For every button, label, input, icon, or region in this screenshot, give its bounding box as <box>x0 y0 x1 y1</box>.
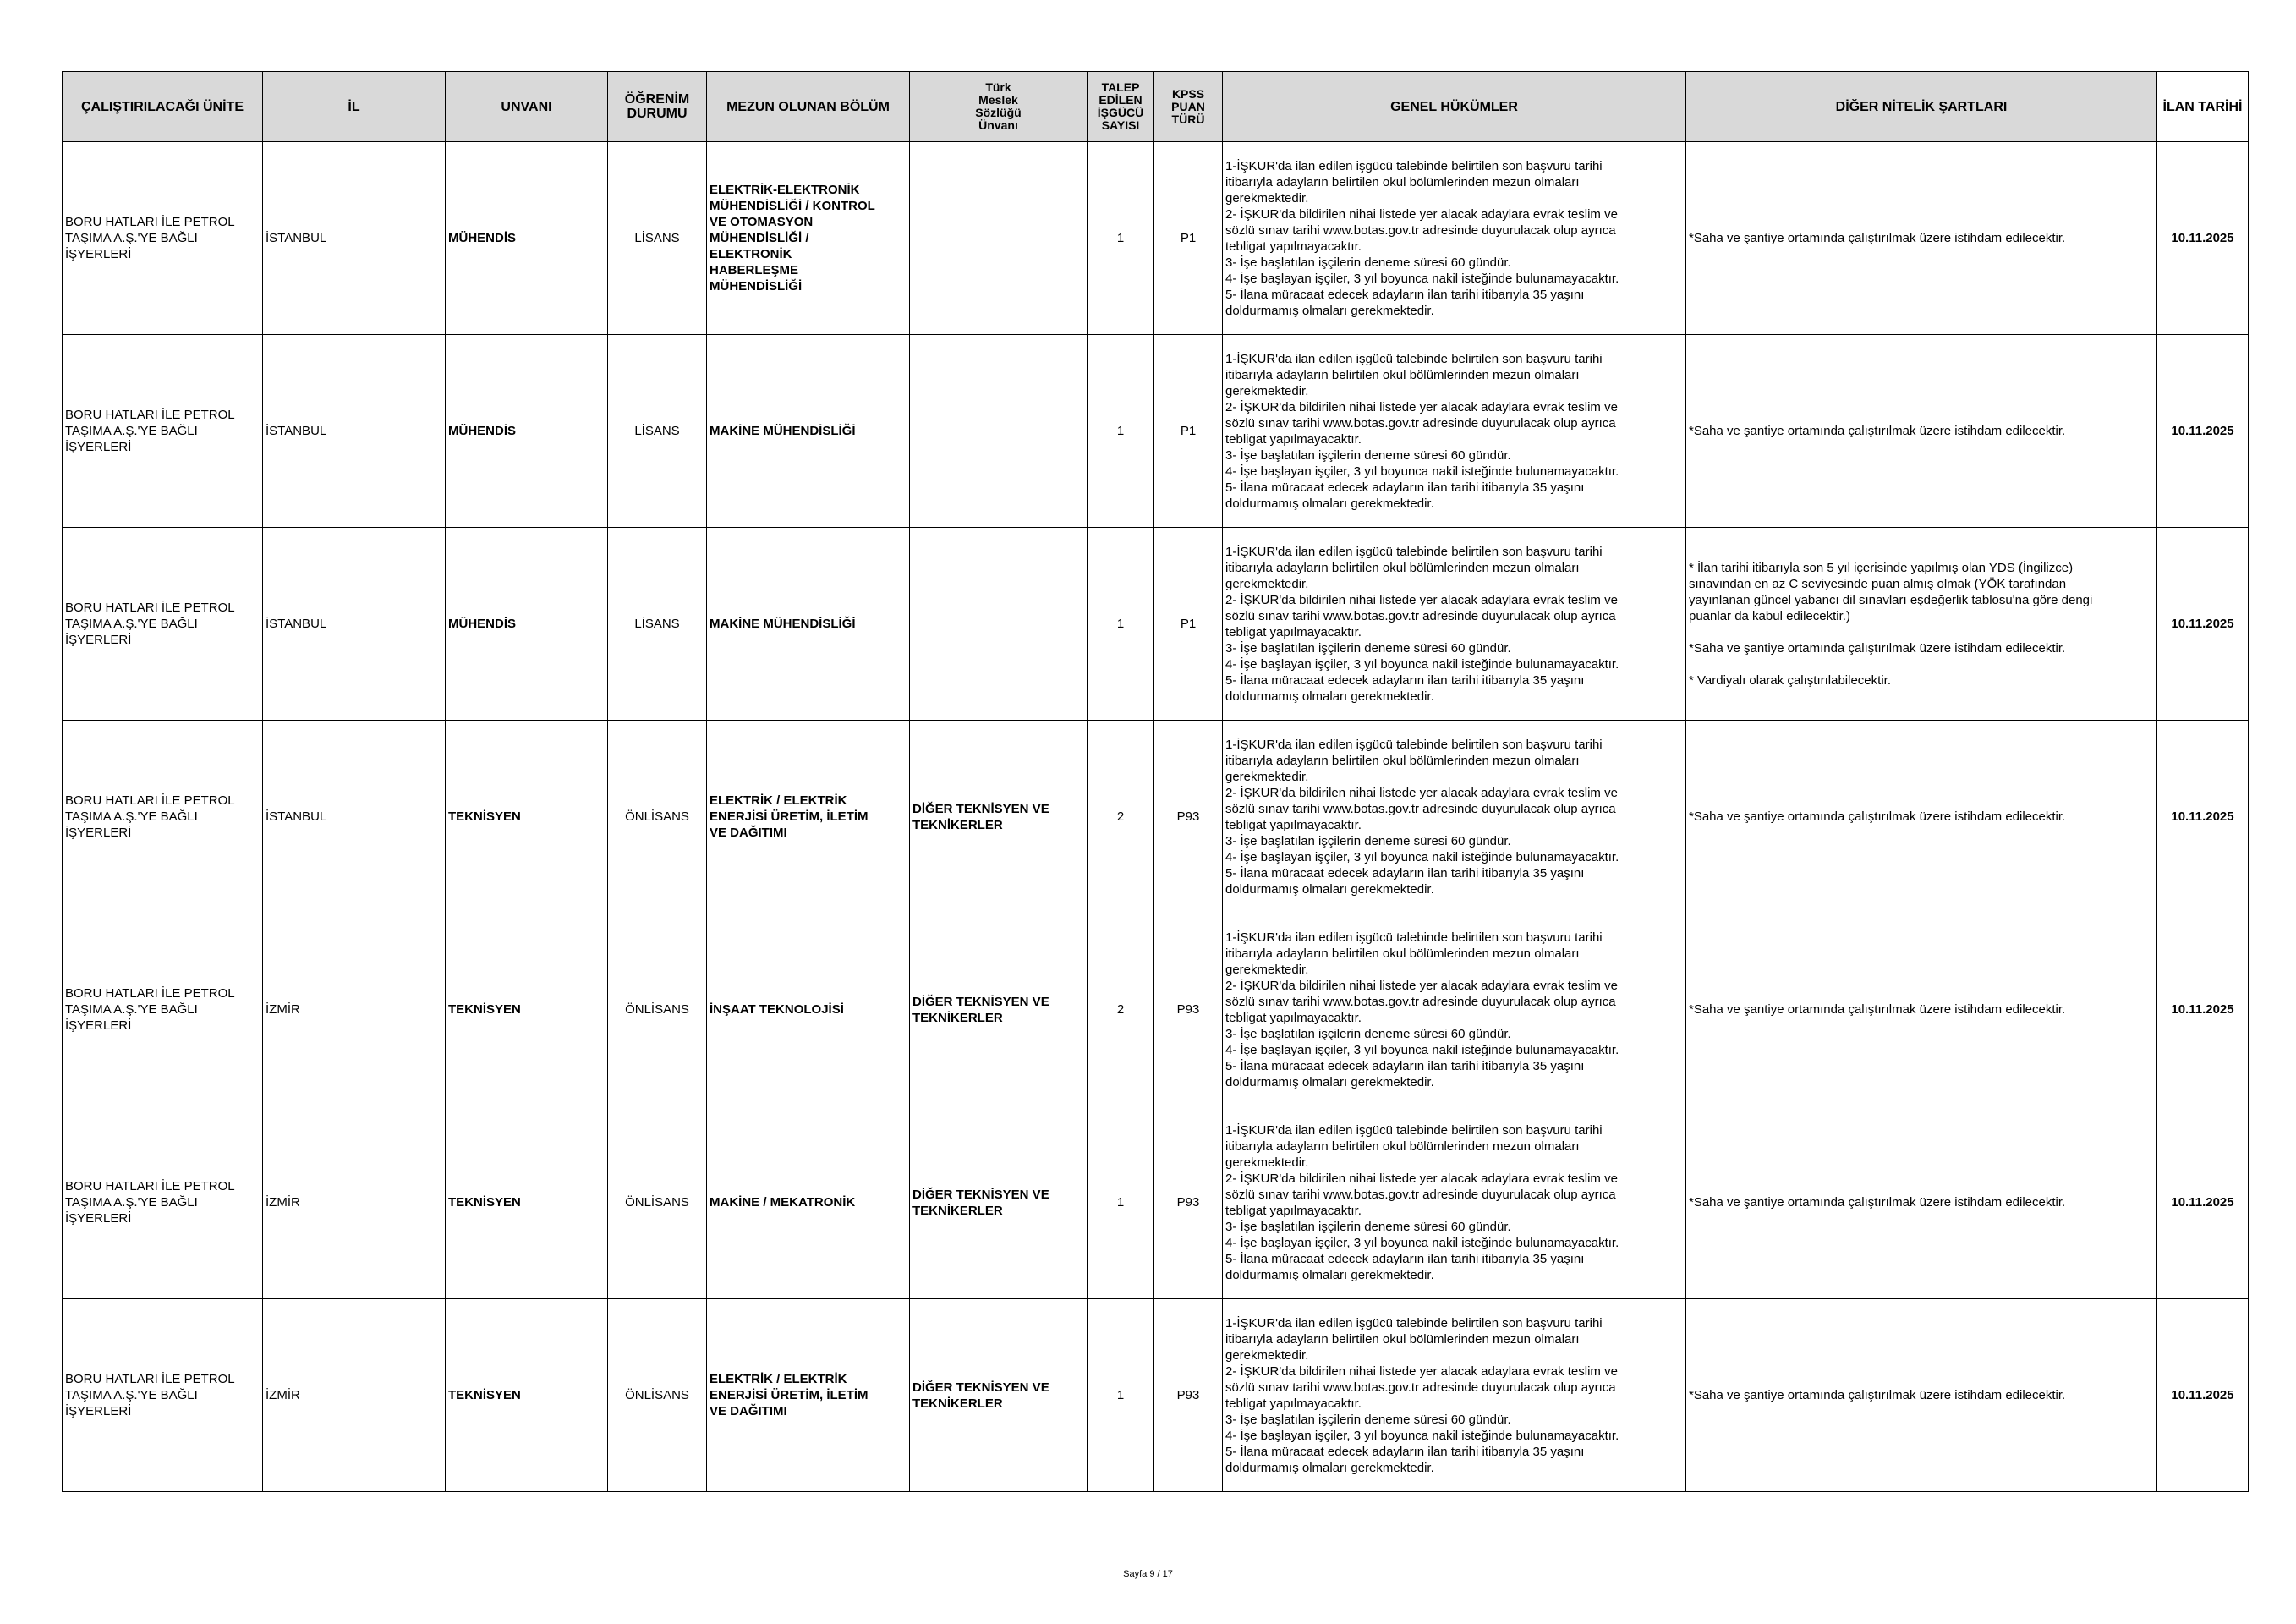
table-row <box>63 528 2249 721</box>
ogrenim-cell: LİSANS <box>608 528 707 721</box>
unite-line: İŞYERLERİ <box>65 1211 132 1226</box>
il-cell: İSTANBUL <box>263 528 446 721</box>
meslek-cell <box>910 721 1088 914</box>
table-header <box>63 72 2249 142</box>
genel-hukum-line: 3- İşe başlatılan işçilerin deneme süresi 60 gündür. <box>1225 640 1511 656</box>
genel-hukum-line: 5- İlana müracaat edecek adayların ilan tarihi itibarıyla 35 yaşını <box>1225 1251 1585 1266</box>
isgucu-sayisi-cell: 1 <box>1088 1299 1154 1492</box>
genel-hukumler-cell <box>1223 335 1686 528</box>
ilan-tarihi-cell: 10.11.2025 <box>2157 1106 2249 1299</box>
table-body <box>63 142 2249 1492</box>
genel-hukum-line: 1-İŞKUR'da ilan edilen işgücü talebinde belirtilen son başvuru tarihi <box>1225 351 1603 366</box>
header-meslek-line: Meslek <box>978 93 1018 107</box>
spacer <box>1689 624 2154 640</box>
ogrenim-cell: ÖNLİSANS <box>608 1106 707 1299</box>
genel-hukum-line: 2- İŞKUR'da bildirilen nihai listede yer alacak adaylara evrak teslim ve <box>1225 592 1618 607</box>
unite-line: İŞYERLERİ <box>65 1018 132 1033</box>
header-ogrenim-line: DURUMU <box>627 107 688 121</box>
header-tarih: İLAN TARİHİ <box>2157 72 2249 142</box>
kpss-puan-cell: P1 <box>1154 528 1223 721</box>
header-kpss-line: KPSS <box>1171 86 1205 101</box>
genel-hukum-line: gerekmektedir. <box>1225 962 1309 977</box>
unite-line: İŞYERLERİ <box>65 633 132 647</box>
bolum-line: MAKİNE / MEKATRONİK <box>710 1195 856 1210</box>
ogrenim-cell: ÖNLİSANS <box>608 721 707 914</box>
genel-hukum-line: tebligat yapılmayacaktır. <box>1225 431 1362 447</box>
diger-sart-line: puanlar da kabul edilecektir.) <box>1689 608 1850 623</box>
genel-hukumler-cell <box>1223 142 1686 335</box>
bolum-cell <box>707 1106 910 1299</box>
meslek-cell <box>910 335 1088 528</box>
isgucu-sayisi-cell: 1 <box>1088 335 1154 528</box>
genel-hukum-line: 3- İşe başlatılan işçilerin deneme süresi 60 gündür. <box>1225 447 1511 463</box>
header-diger: DİĞER NİTELİK ŞARTLARI <box>1686 72 2157 142</box>
genel-hukum-line: gerekmektedir. <box>1225 1155 1309 1170</box>
meslek-cell <box>910 142 1088 335</box>
genel-hukum-line: 5- İlana müracaat edecek adayların ilan tarihi itibarıyla 35 yaşını <box>1225 480 1585 495</box>
genel-hukum-line: 3- İşe başlatılan işçilerin deneme süresi 60 gündür. <box>1225 1412 1511 1427</box>
ogrenim-cell: LİSANS <box>608 335 707 528</box>
il-cell: İSTANBUL <box>263 721 446 914</box>
genel-hukum-line: 5- İlana müracaat edecek adayların ilan tarihi itibarıyla 35 yaşını <box>1225 672 1585 688</box>
bolum-line: MÜHENDİSLİĞİ <box>710 279 803 294</box>
genel-hukum-line: 3- İşe başlatılan işçilerin deneme süresi 60 gündür. <box>1225 255 1511 270</box>
unite-line: TAŞIMA A.Ş.'YE BAĞLI <box>65 1388 198 1402</box>
unite-line: TAŞIMA A.Ş.'YE BAĞLI <box>65 809 198 824</box>
diger-sartlar-cell <box>1686 914 2157 1106</box>
header-kpss-line: TÜRÜ <box>1171 112 1205 126</box>
unvan-cell: TEKNİSYEN <box>446 721 608 914</box>
diger-sart-line: *Saha ve şantiye ortamında çalıştırılmak üzere istihdam edilecektir. <box>1689 1388 2066 1402</box>
isgucu-sayisi-cell: 1 <box>1088 1106 1154 1299</box>
unvan-cell: TEKNİSYEN <box>446 1299 608 1492</box>
header-bolum: MEZUN OLUNAN BÖLÜM <box>707 72 910 142</box>
genel-hukum-line: doldurmamış olmaları gerekmektedir. <box>1225 1460 1434 1475</box>
bolum-line: VE DAĞITIMI <box>710 1404 787 1418</box>
il-cell: İSTANBUL <box>263 335 446 528</box>
genel-hukum-line: sözlü sınav tarihi www.botas.gov.tr adresinde duyurulacak olup ayrıca <box>1225 608 1616 623</box>
header-kpss-line: PUAN <box>1171 99 1205 113</box>
genel-hukum-line: itibarıyla adayların belirtilen okul bölümlerinden mezun olmaları <box>1225 367 1580 382</box>
table-row <box>63 914 2249 1106</box>
genel-hukum-line: 5- İlana müracaat edecek adayların ilan tarihi itibarıyla 35 yaşını <box>1225 1444 1585 1459</box>
unvan-cell: TEKNİSYEN <box>446 1106 608 1299</box>
header-unite: ÇALIŞTIRILACAĞI ÜNİTE <box>63 72 263 142</box>
genel-hukum-line: 4- İşe başlayan işçiler, 3 yıl boyunca nakil isteğinde bulunamayacaktır. <box>1225 1428 1619 1443</box>
diger-sartlar-cell <box>1686 1299 2157 1492</box>
genel-hukum-line: doldurmamış olmaları gerekmektedir. <box>1225 1074 1434 1089</box>
bolum-cell <box>707 721 910 914</box>
unite-line: TAŞIMA A.Ş.'YE BAĞLI <box>65 1002 198 1017</box>
diger-sartlar-cell <box>1686 528 2157 721</box>
unite-line: BORU HATLARI İLE PETROL <box>65 1372 235 1386</box>
diger-sart-line: * İlan tarihi itibarıyla son 5 yıl içerisinde yapılmış olan YDS (İngilizce) <box>1689 560 2074 575</box>
unvan-cell: MÜHENDİS <box>446 335 608 528</box>
bolum-cell <box>707 142 910 335</box>
bolum-line: ELEKTRİK-ELEKTRONİK <box>710 183 860 197</box>
unite-line: İŞYERLERİ <box>65 440 132 454</box>
page-number: Sayfa 9 / 17 <box>1123 1569 1173 1579</box>
genel-hukum-line: tebligat yapılmayacaktır. <box>1225 1010 1362 1025</box>
diger-sart-line: *Saha ve şantiye ortamında çalıştırılmak üzere istihdam edilecektir. <box>1689 1002 2066 1017</box>
ogrenim-cell: ÖNLİSANS <box>608 1299 707 1492</box>
genel-hukum-line: itibarıyla adayların belirtilen okul bölümlerinden mezun olmaları <box>1225 946 1580 961</box>
ilan-tarihi-cell: 10.11.2025 <box>2157 721 2249 914</box>
genel-hukum-line: doldurmamış olmaları gerekmektedir. <box>1225 496 1434 511</box>
diger-sart-line: sınavından en az C seviyesinde puan almış olmak (YÖK tarafından <box>1689 576 2067 591</box>
genel-hukum-line: 3- İşe başlatılan işçilerin deneme süresi 60 gündür. <box>1225 833 1511 848</box>
genel-hukum-line: itibarıyla adayların belirtilen okul bölümlerinden mezun olmaları <box>1225 1331 1580 1347</box>
table-row <box>63 721 2249 914</box>
genel-hukum-line: 2- İŞKUR'da bildirilen nihai listede yer alacak adaylara evrak teslim ve <box>1225 978 1618 993</box>
genel-hukum-line: sözlü sınav tarihi www.botas.gov.tr adresinde duyurulacak olup ayrıca <box>1225 801 1616 816</box>
meslek-line: DİĞER TEKNİSYEN VE <box>912 801 1049 816</box>
job-listing-table <box>62 71 2249 1492</box>
unite-line: TAŞIMA A.Ş.'YE BAĞLI <box>65 1195 198 1210</box>
diger-sart-line: * Vardiyalı olarak çalıştırılabilecektir. <box>1689 672 1891 688</box>
genel-hukum-line: 4- İşe başlayan işçiler, 3 yıl boyunca nakil isteğinde bulunamayacaktır. <box>1225 271 1619 286</box>
unite-line: BORU HATLARI İLE PETROL <box>65 215 235 229</box>
table-row <box>63 1106 2249 1299</box>
bolum-cell <box>707 335 910 528</box>
genel-hukum-line: 4- İşe başlayan işçiler, 3 yıl boyunca nakil isteğinde bulunamayacaktır. <box>1225 464 1619 479</box>
bolum-line: ELEKTRİK / ELEKTRİK <box>710 793 847 808</box>
genel-hukum-line: doldurmamış olmaları gerekmektedir. <box>1225 689 1434 704</box>
genel-hukum-line: 1-İŞKUR'da ilan edilen işgücü talebinde belirtilen son başvuru tarihi <box>1225 1122 1603 1138</box>
bolum-cell <box>707 528 910 721</box>
diger-sart-line: yayınlanan güncel yabancı dil sınavları eşdeğerlik tablosu'na göre dengi <box>1689 592 2093 607</box>
genel-hukum-line: 4- İşe başlayan işçiler, 3 yıl boyunca nakil isteğinde bulunamayacaktır. <box>1225 849 1619 864</box>
genel-hukum-line: 2- İŞKUR'da bildirilen nihai listede yer alacak adaylara evrak teslim ve <box>1225 1363 1618 1379</box>
ilan-tarihi-cell: 10.11.2025 <box>2157 335 2249 528</box>
header-ogrenim-line: ÖĞRENİM <box>624 92 690 107</box>
unite-line: BORU HATLARI İLE PETROL <box>65 793 235 808</box>
genel-hukum-line: 2- İŞKUR'da bildirilen nihai listede yer alacak adaylara evrak teslim ve <box>1225 785 1618 800</box>
unite-cell <box>63 335 263 528</box>
meslek-line: DİĞER TEKNİSYEN VE <box>912 994 1049 1009</box>
genel-hukum-line: doldurmamış olmaları gerekmektedir. <box>1225 1267 1434 1282</box>
header-row <box>63 72 2249 142</box>
genel-hukum-line: gerekmektedir. <box>1225 383 1309 398</box>
genel-hukum-line: itibarıyla adayların belirtilen okul bölümlerinden mezun olmaları <box>1225 174 1580 189</box>
header-talep-line: TALEP <box>1101 80 1140 94</box>
meslek-cell <box>910 1299 1088 1492</box>
unite-cell <box>63 721 263 914</box>
genel-hukum-line: doldurmamış olmaları gerekmektedir. <box>1225 881 1434 897</box>
unite-line: TAŞIMA A.Ş.'YE BAĞLI <box>65 231 198 245</box>
genel-hukum-line: sözlü sınav tarihi www.botas.gov.tr adresinde duyurulacak olup ayrıca <box>1225 1187 1616 1202</box>
meslek-line: TEKNİKERLER <box>912 1203 1003 1218</box>
diger-sart-line: *Saha ve şantiye ortamında çalıştırılmak üzere istihdam edilecektir. <box>1689 1195 2066 1210</box>
genel-hukum-line: gerekmektedir. <box>1225 576 1309 591</box>
genel-hukum-line: tebligat yapılmayacaktır. <box>1225 1396 1362 1411</box>
genel-hukumler-cell <box>1223 528 1686 721</box>
genel-hukum-line: sözlü sınav tarihi www.botas.gov.tr adresinde duyurulacak olup ayrıca <box>1225 415 1616 431</box>
unite-line: BORU HATLARI İLE PETROL <box>65 408 235 422</box>
meslek-cell <box>910 528 1088 721</box>
header-meslek <box>910 72 1088 142</box>
genel-hukumler-cell <box>1223 1299 1686 1492</box>
isgucu-sayisi-cell: 2 <box>1088 721 1154 914</box>
unite-line: TAŞIMA A.Ş.'YE BAĞLI <box>65 617 198 631</box>
genel-hukum-line: 2- İŞKUR'da bildirilen nihai listede yer alacak adaylara evrak teslim ve <box>1225 399 1618 414</box>
genel-hukum-line: doldurmamış olmaları gerekmektedir. <box>1225 303 1434 318</box>
unite-line: TAŞIMA A.Ş.'YE BAĞLI <box>65 424 198 438</box>
il-cell: İZMİR <box>263 1299 446 1492</box>
genel-hukum-line: gerekmektedir. <box>1225 1347 1309 1363</box>
isgucu-sayisi-cell: 1 <box>1088 528 1154 721</box>
diger-sartlar-cell <box>1686 142 2157 335</box>
kpss-puan-cell: P93 <box>1154 914 1223 1106</box>
bolum-line: ENERJİSİ ÜRETİM, İLETİM <box>710 1388 869 1402</box>
genel-hukumler-cell <box>1223 1106 1686 1299</box>
kpss-puan-cell: P93 <box>1154 721 1223 914</box>
genel-hukum-line: tebligat yapılmayacaktır. <box>1225 624 1362 639</box>
genel-hukum-line: 2- İŞKUR'da bildirilen nihai listede yer alacak adaylara evrak teslim ve <box>1225 1171 1618 1186</box>
ilan-tarihi-cell: 10.11.2025 <box>2157 1299 2249 1492</box>
bolum-line: VE DAĞITIMI <box>710 826 787 840</box>
bolum-line: ELEKTRİK / ELEKTRİK <box>710 1372 847 1386</box>
genel-hukum-line: 3- İşe başlatılan işçilerin deneme süresi 60 gündür. <box>1225 1026 1511 1041</box>
unvan-cell: TEKNİSYEN <box>446 914 608 1106</box>
header-ogrenim <box>608 72 707 142</box>
il-cell: İSTANBUL <box>263 142 446 335</box>
meslek-line: DİĞER TEKNİSYEN VE <box>912 1187 1049 1202</box>
diger-sartlar-cell <box>1686 1106 2157 1299</box>
bolum-line: MAKİNE MÜHENDİSLİĞİ <box>710 424 856 438</box>
meslek-line: DİĞER TEKNİSYEN VE <box>912 1380 1049 1395</box>
genel-hukum-line: 2- İŞKUR'da bildirilen nihai listede yer alacak adaylara evrak teslim ve <box>1225 206 1618 222</box>
header-meslek-line: Ünvanı <box>978 118 1018 132</box>
genel-hukumler-cell <box>1223 721 1686 914</box>
unite-line: İŞYERLERİ <box>65 247 132 261</box>
spacer <box>1689 656 2154 672</box>
genel-hukum-line: 5- İlana müracaat edecek adayların ilan tarihi itibarıyla 35 yaşını <box>1225 865 1585 881</box>
genel-hukumler-cell <box>1223 914 1686 1106</box>
kpss-puan-cell: P93 <box>1154 1299 1223 1492</box>
bolum-line: MÜHENDİSLİĞİ / KONTROL <box>710 199 875 213</box>
unite-cell <box>63 1106 263 1299</box>
diger-sart-line: *Saha ve şantiye ortamında çalıştırılmak üzere istihdam edilecektir. <box>1689 640 2066 656</box>
isgucu-sayisi-cell: 2 <box>1088 914 1154 1106</box>
genel-hukum-line: gerekmektedir. <box>1225 769 1309 784</box>
diger-sartlar-cell <box>1686 335 2157 528</box>
bolum-cell <box>707 914 910 1106</box>
diger-sart-line: *Saha ve şantiye ortamında çalıştırılmak üzere istihdam edilecektir. <box>1689 231 2066 245</box>
unite-cell <box>63 142 263 335</box>
header-talep-line: İŞGÜCÜ <box>1097 106 1144 119</box>
meslek-cell <box>910 1106 1088 1299</box>
table-row <box>63 142 2249 335</box>
genel-hukum-line: sözlü sınav tarihi www.botas.gov.tr adresinde duyurulacak olup ayrıca <box>1225 1380 1616 1395</box>
genel-hukum-line: 1-İŞKUR'da ilan edilen işgücü talebinde belirtilen son başvuru tarihi <box>1225 158 1603 173</box>
genel-hukum-line: 1-İŞKUR'da ilan edilen işgücü talebinde belirtilen son başvuru tarihi <box>1225 544 1603 559</box>
il-cell: İZMİR <box>263 1106 446 1299</box>
kpss-puan-cell: P93 <box>1154 1106 1223 1299</box>
bolum-line: İNŞAAT TEKNOLOJİSİ <box>710 1002 844 1017</box>
header-talep-line: EDİLEN <box>1099 93 1143 107</box>
unite-line: BORU HATLARI İLE PETROL <box>65 601 235 615</box>
genel-hukum-line: itibarıyla adayların belirtilen okul bölümlerinden mezun olmaları <box>1225 1138 1580 1154</box>
il-cell: İZMİR <box>263 914 446 1106</box>
header-genel: GENEL HÜKÜMLER <box>1223 72 1686 142</box>
header-unvani: UNVANI <box>446 72 608 142</box>
kpss-puan-cell: P1 <box>1154 335 1223 528</box>
meslek-cell <box>910 914 1088 1106</box>
unite-cell <box>63 528 263 721</box>
bolum-line: MÜHENDİSLİĞİ / <box>710 231 809 245</box>
genel-hukum-line: 3- İşe başlatılan işçilerin deneme süresi 60 gündür. <box>1225 1219 1511 1234</box>
header-talep <box>1088 72 1154 142</box>
header-meslek-line: Sözlüğü <box>975 106 1022 119</box>
table-row <box>63 1299 2249 1492</box>
unite-cell <box>63 914 263 1106</box>
unvan-cell: MÜHENDİS <box>446 528 608 721</box>
genel-hukum-line: itibarıyla adayların belirtilen okul bölümlerinden mezun olmaları <box>1225 560 1580 575</box>
genel-hukum-line: 5- İlana müracaat edecek adayların ilan tarihi itibarıyla 35 yaşını <box>1225 1058 1585 1073</box>
bolum-line: HABERLEŞME <box>710 263 799 277</box>
unvan-cell: MÜHENDİS <box>446 142 608 335</box>
bolum-line: VE OTOMASYON <box>710 215 814 229</box>
genel-hukum-line: 4- İşe başlayan işçiler, 3 yıl boyunca nakil isteğinde bulunamayacaktır. <box>1225 1235 1619 1250</box>
meslek-line: TEKNİKERLER <box>912 817 1003 832</box>
genel-hukum-line: tebligat yapılmayacaktır. <box>1225 239 1362 254</box>
genel-hukum-line: 5- İlana müracaat edecek adayların ilan tarihi itibarıyla 35 yaşını <box>1225 287 1585 302</box>
genel-hukum-line: sözlü sınav tarihi www.botas.gov.tr adresinde duyurulacak olup ayrıca <box>1225 222 1616 238</box>
diger-sart-line: *Saha ve şantiye ortamında çalıştırılmak üzere istihdam edilecektir. <box>1689 424 2066 438</box>
header-talep-line: SAYISI <box>1101 118 1140 132</box>
genel-hukum-line: gerekmektedir. <box>1225 190 1309 206</box>
bolum-cell <box>707 1299 910 1492</box>
unite-line: İŞYERLERİ <box>65 1404 132 1418</box>
ilan-tarihi-cell: 10.11.2025 <box>2157 528 2249 721</box>
diger-sartlar-cell <box>1686 721 2157 914</box>
unite-line: İŞYERLERİ <box>65 826 132 840</box>
ilan-tarihi-cell: 10.11.2025 <box>2157 914 2249 1106</box>
header-kpss <box>1154 72 1223 142</box>
genel-hukum-line: tebligat yapılmayacaktır. <box>1225 817 1362 832</box>
meslek-line: TEKNİKERLER <box>912 1010 1003 1025</box>
ilan-tarihi-cell: 10.11.2025 <box>2157 142 2249 335</box>
unite-line: BORU HATLARI İLE PETROL <box>65 986 235 1001</box>
isgucu-sayisi-cell: 1 <box>1088 142 1154 335</box>
ogrenim-cell: ÖNLİSANS <box>608 914 707 1106</box>
diger-sart-line: *Saha ve şantiye ortamında çalıştırılmak üzere istihdam edilecektir. <box>1689 809 2066 824</box>
genel-hukum-line: 4- İşe başlayan işçiler, 3 yıl boyunca nakil isteğinde bulunamayacaktır. <box>1225 1042 1619 1057</box>
genel-hukum-line: 1-İŞKUR'da ilan edilen işgücü talebinde belirtilen son başvuru tarihi <box>1225 1315 1603 1330</box>
table-row <box>63 335 2249 528</box>
ogrenim-cell: LİSANS <box>608 142 707 335</box>
genel-hukum-line: itibarıyla adayların belirtilen okul bölümlerinden mezun olmaları <box>1225 753 1580 768</box>
header-il: İL <box>263 72 446 142</box>
unite-line: BORU HATLARI İLE PETROL <box>65 1179 235 1193</box>
genel-hukum-line: sözlü sınav tarihi www.botas.gov.tr adresinde duyurulacak olup ayrıca <box>1225 994 1616 1009</box>
header-meslek-line: Türk <box>985 80 1011 94</box>
genel-hukum-line: tebligat yapılmayacaktır. <box>1225 1203 1362 1218</box>
unite-cell <box>63 1299 263 1492</box>
genel-hukum-line: 1-İŞKUR'da ilan edilen işgücü talebinde belirtilen son başvuru tarihi <box>1225 930 1603 945</box>
meslek-line: TEKNİKERLER <box>912 1396 1003 1411</box>
bolum-line: MAKİNE MÜHENDİSLİĞİ <box>710 617 856 631</box>
genel-hukum-line: 1-İŞKUR'da ilan edilen işgücü talebinde belirtilen son başvuru tarihi <box>1225 737 1603 752</box>
bolum-line: ELEKTRONİK <box>710 247 792 261</box>
kpss-puan-cell: P1 <box>1154 142 1223 335</box>
bolum-line: ENERJİSİ ÜRETİM, İLETİM <box>710 809 869 824</box>
genel-hukum-line: 4- İşe başlayan işçiler, 3 yıl boyunca nakil isteğinde bulunamayacaktır. <box>1225 656 1619 672</box>
